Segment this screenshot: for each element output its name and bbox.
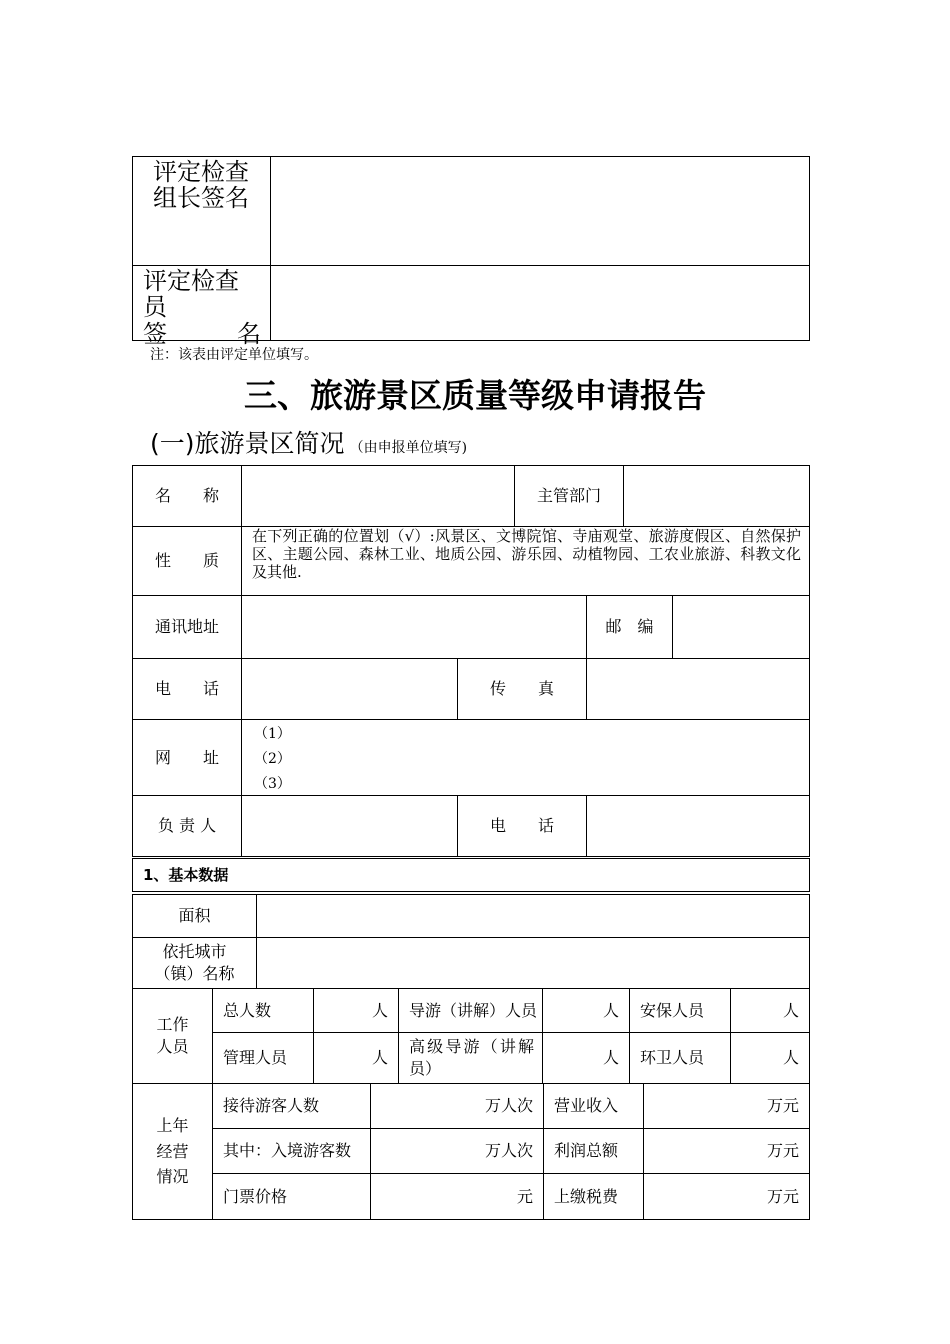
revenue-label: 营业收入 xyxy=(543,1083,644,1129)
subsection-note: （由申报单位填写) xyxy=(349,440,468,456)
manager-label: 负 责 人 xyxy=(132,795,242,857)
inspector-sign-label-line1: 评定检查员 xyxy=(143,267,239,322)
name-label: 名 称 xyxy=(132,465,242,527)
mgmt-label: 管理人员 xyxy=(212,1032,314,1084)
visitors-field[interactable] xyxy=(370,1083,544,1129)
revenue-field[interactable] xyxy=(643,1083,810,1129)
leader-sign-label-cell xyxy=(132,156,271,266)
tax-label: 上缴税费 xyxy=(543,1173,644,1220)
staff-label-line2: 人员 xyxy=(156,1037,189,1056)
guide-unit: 人 xyxy=(602,1000,619,1020)
senior-guide-field[interactable] xyxy=(542,1032,630,1084)
ticket-label: 门票价格 xyxy=(212,1173,371,1220)
sanitation-field[interactable] xyxy=(730,1032,810,1084)
city-label-line2: （镇）名称 xyxy=(154,964,235,983)
guide-label: 导游（讲解）人员 xyxy=(398,988,543,1033)
area-label: 面积 xyxy=(132,894,257,938)
staff-total-field[interactable] xyxy=(313,988,399,1033)
profit-label: 利润总额 xyxy=(543,1128,644,1174)
operation-label-line1: 上年 xyxy=(156,1116,189,1136)
staff-total-unit: 人 xyxy=(371,1000,388,1020)
city-label-line1: 依托城市 xyxy=(162,942,227,962)
inspector-sign-label-char2: 名 xyxy=(237,319,261,348)
subsection-title: (一)旅游景区简况 xyxy=(150,429,345,458)
senior-guide-unit: 人 xyxy=(602,1048,619,1068)
profit-field[interactable] xyxy=(643,1128,810,1174)
profit-unit: 万元 xyxy=(766,1141,799,1161)
nature-field[interactable] xyxy=(241,526,810,596)
subsection-heading xyxy=(150,424,467,460)
security-label: 安保人员 xyxy=(629,988,731,1033)
sanitation-label: 环卫人员 xyxy=(629,1032,731,1084)
table-note: 注：该表由评定单位填写。 xyxy=(150,347,318,363)
manager-field[interactable] xyxy=(241,795,458,857)
dept-label: 主管部门 xyxy=(514,465,624,527)
staff-label-cell xyxy=(132,988,213,1084)
guide-field[interactable] xyxy=(542,988,630,1033)
city-field[interactable] xyxy=(256,937,810,989)
ticket-unit: 元 xyxy=(516,1186,533,1206)
security-unit: 人 xyxy=(782,1000,799,1020)
staff-label-line1: 工作 xyxy=(156,1015,189,1035)
area-field[interactable] xyxy=(256,894,810,938)
ticket-field[interactable] xyxy=(370,1173,544,1220)
leader-sign-field[interactable] xyxy=(270,156,810,266)
address-label: 通讯地址 xyxy=(132,595,242,659)
mgmt-unit: 人 xyxy=(371,1048,388,1068)
senior-guide-label-cell xyxy=(398,1032,543,1084)
name-field[interactable] xyxy=(241,465,515,527)
dept-field[interactable] xyxy=(623,465,810,527)
staff-total-label: 总人数 xyxy=(212,988,314,1033)
website-label: 网 址 xyxy=(132,719,242,796)
tax-unit: 万元 xyxy=(766,1186,799,1206)
tax-field[interactable] xyxy=(643,1173,810,1220)
website-line-3: （3） xyxy=(254,776,291,792)
security-field[interactable] xyxy=(730,988,810,1033)
inspector-sign-field[interactable] xyxy=(270,265,810,341)
visitors-unit: 万人次 xyxy=(484,1096,533,1116)
website-field[interactable] xyxy=(241,719,810,796)
visitors-label: 接待游客人数 xyxy=(212,1083,371,1129)
fax-field[interactable] xyxy=(586,658,810,720)
city-label-cell xyxy=(132,937,257,989)
manager-phone-field[interactable] xyxy=(586,795,810,857)
operation-label-line3: 情况 xyxy=(156,1167,189,1187)
operation-label-line2: 经营 xyxy=(156,1141,189,1161)
postcode-label: 邮 编 xyxy=(586,595,673,659)
phone-label: 电 话 xyxy=(132,658,242,720)
operation-label-cell xyxy=(132,1083,213,1220)
postcode-field[interactable] xyxy=(672,595,810,659)
website-line-1: （1） xyxy=(254,726,291,742)
revenue-unit: 万元 xyxy=(766,1096,799,1116)
leader-sign-label-line1: 评定检查 xyxy=(153,158,249,186)
address-field[interactable] xyxy=(241,595,587,659)
inbound-unit: 万人次 xyxy=(484,1141,533,1161)
nature-label: 性 质 xyxy=(132,526,242,596)
manager-phone-label: 电 话 xyxy=(457,795,587,857)
senior-guide-label: 高级导游（讲解员） xyxy=(409,1037,534,1078)
website-line-2: （2） xyxy=(254,751,291,767)
inbound-label: 其中：入境游客数 xyxy=(212,1128,371,1174)
inspector-sign-label-cell xyxy=(132,265,271,348)
section-title: 三、旅游景区质量等级申请报告 xyxy=(244,376,706,415)
basic-data-header: 1、基本数据 xyxy=(132,858,810,892)
nature-options-text: 在下列正确的位置划（√）:风景区、文博院馆、寺庙观堂、旅游度假区、自然保护区、主题公园、森林工业、地质公园、游乐园、动植物园、工农业旅游、科教文化及其他. xyxy=(252,527,801,581)
leader-sign-label-line2: 组长签名 xyxy=(153,184,249,213)
mgmt-field[interactable] xyxy=(313,1032,399,1084)
phone-field[interactable] xyxy=(241,658,458,720)
sanitation-unit: 人 xyxy=(782,1048,799,1068)
inspector-sign-label-char1: 签 xyxy=(143,319,167,348)
fax-label: 传 真 xyxy=(457,658,587,720)
inbound-field[interactable] xyxy=(370,1128,544,1174)
